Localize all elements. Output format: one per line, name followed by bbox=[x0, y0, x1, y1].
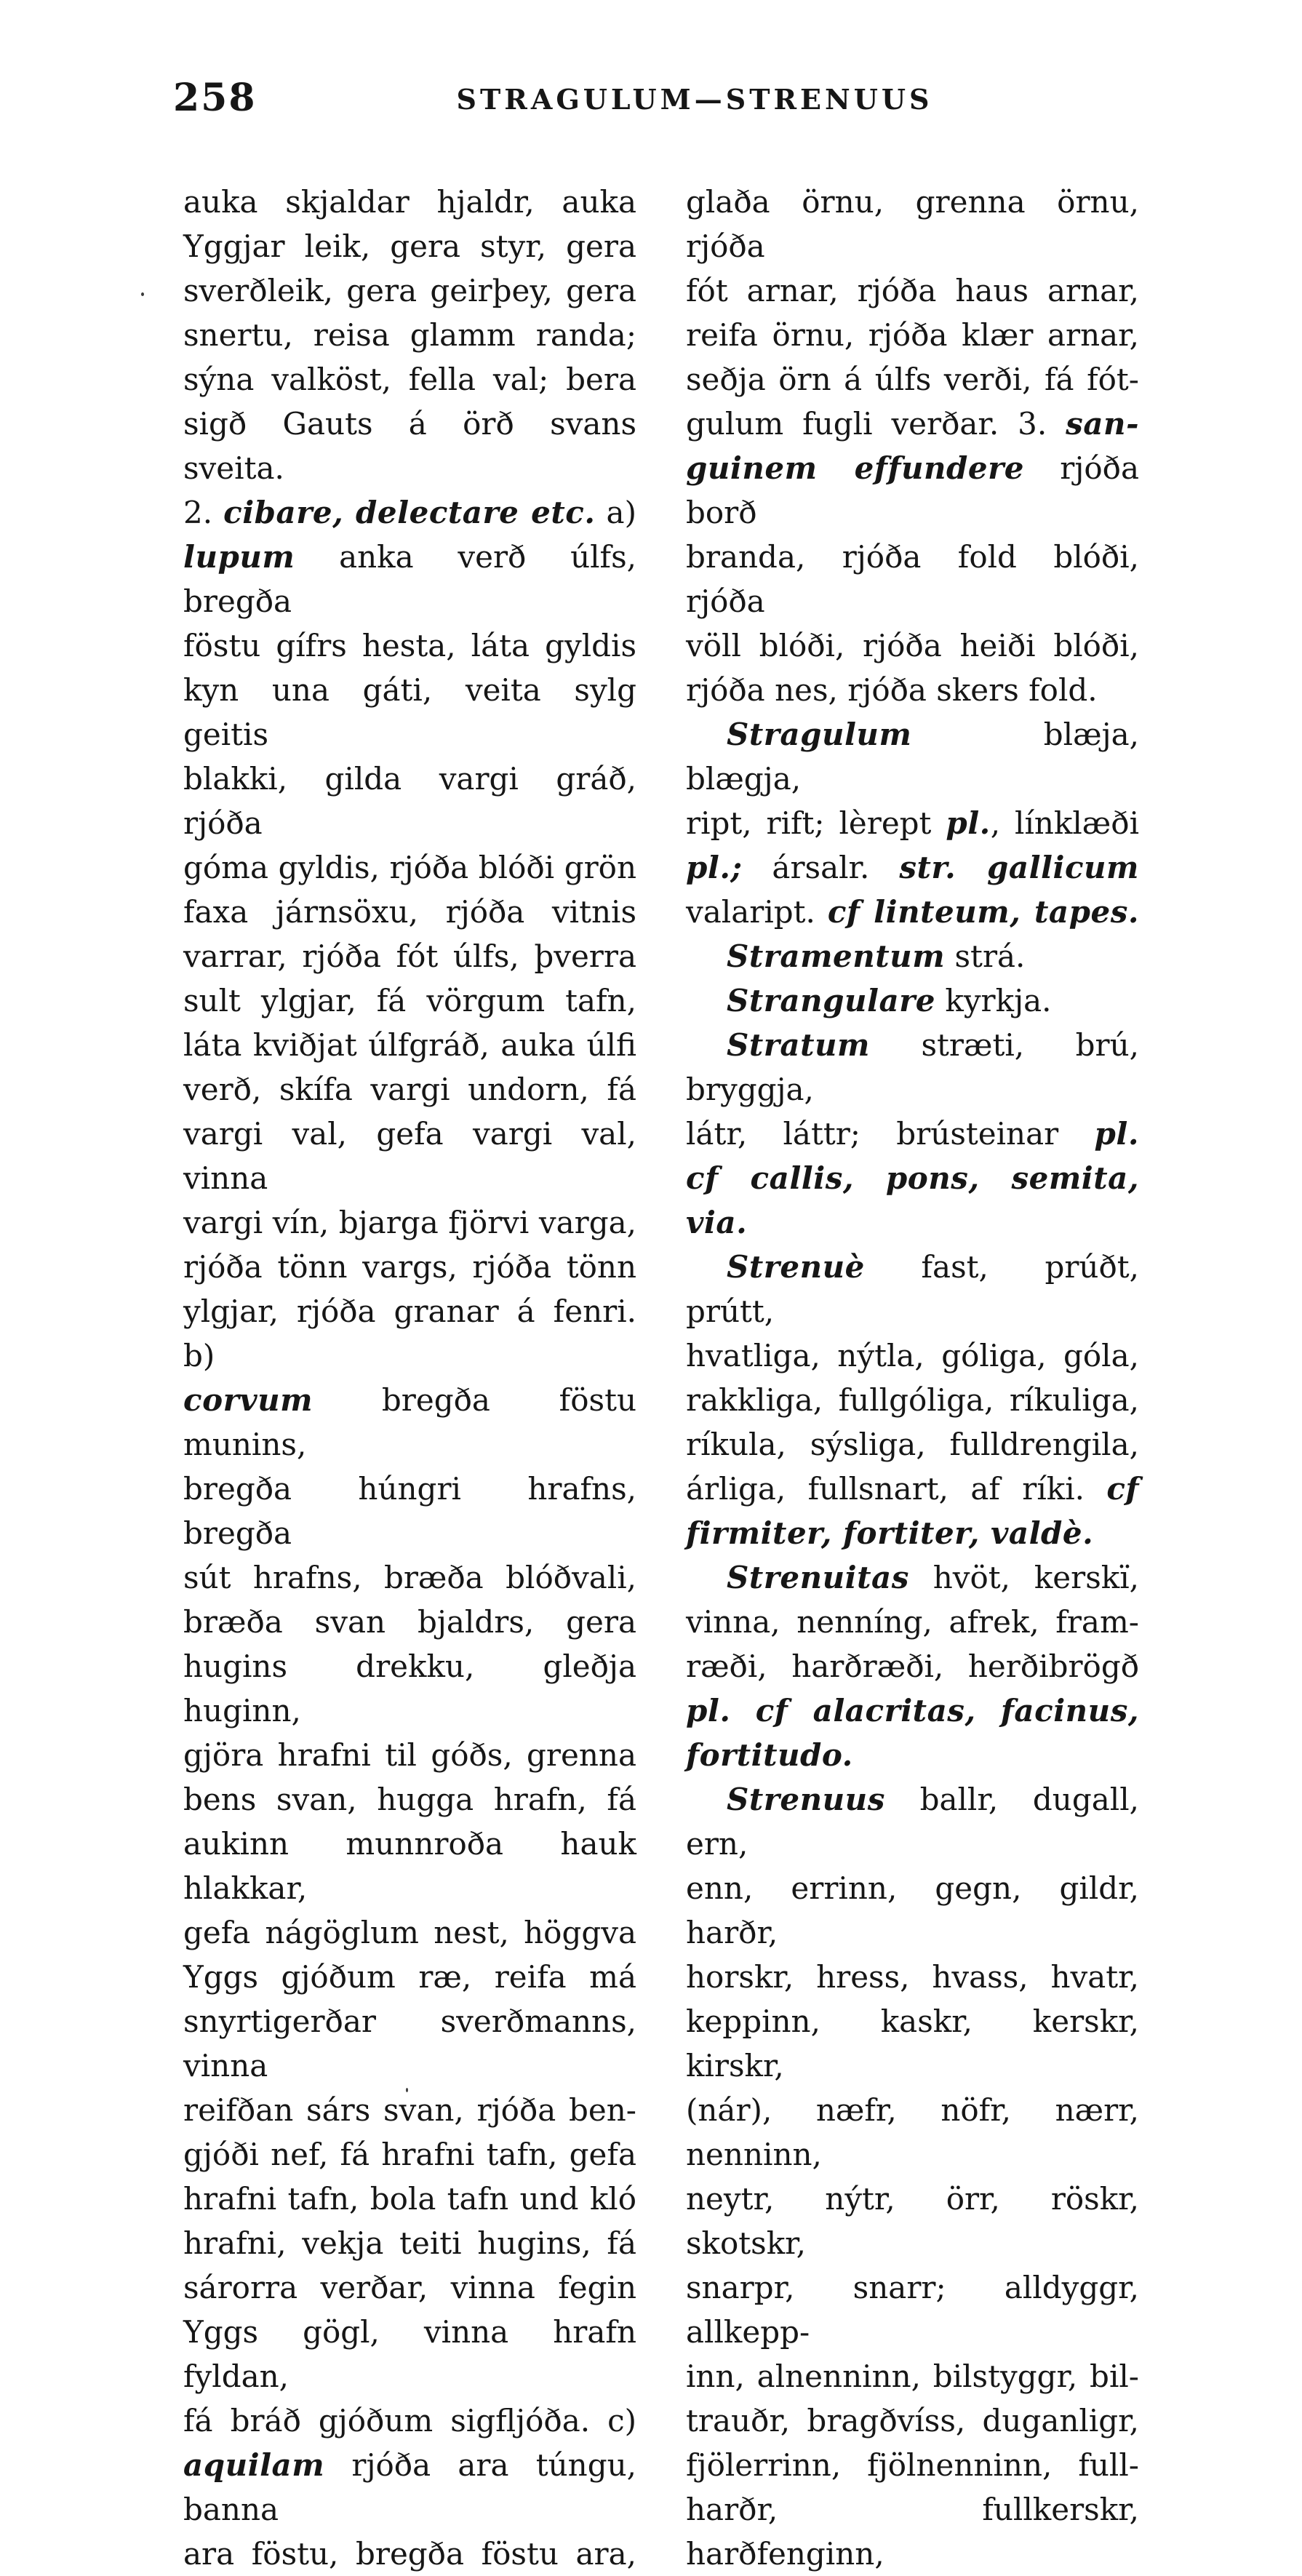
left-column bbox=[183, 180, 636, 2576]
text-line: vargi val, gefa vargi val, vinna bbox=[183, 1116, 636, 1196]
text-line: fót arnar, rjóða haus arnar, bbox=[686, 273, 1139, 308]
text-line: sverðleik, gera geirþey, gera bbox=[183, 273, 636, 308]
latin-term: Stratum bbox=[727, 1027, 870, 1063]
text-line: Yggs gjóðum ræ, reifa má bbox=[183, 1959, 636, 1995]
text-line: ript, rift; lèrept pl., línklæði bbox=[686, 805, 1139, 841]
text-line: vargi vín, bjarga fjörvi varga, bbox=[183, 1205, 636, 1240]
text-line: harðr, fullkerskr, harðfenginn, bbox=[686, 2492, 1139, 2572]
text-columns bbox=[183, 180, 1139, 2576]
text-line: rjóða nes, rjóða skers fold. bbox=[686, 672, 1098, 708]
text-line: valaript. cf linteum, tapes. bbox=[686, 894, 1140, 930]
text-line: bræða svan bjaldrs, gera bbox=[183, 1604, 636, 1640]
text-line: völl blóði, rjóða heiði blóði, bbox=[686, 628, 1139, 663]
latin-term: aquilam bbox=[183, 2447, 325, 2483]
text-line: snertu, reisa glamm randa; bbox=[183, 317, 636, 353]
text-line: sigð Gauts á örð svans sveita. bbox=[183, 406, 636, 486]
latin-term: lupum bbox=[183, 539, 295, 575]
text-line: 2. cibare, delectare etc. a) bbox=[183, 495, 636, 530]
latin-term: Stramentum bbox=[727, 938, 946, 974]
text-line: enn, errinn, gegn, gildr, harðr, bbox=[686, 1870, 1139, 1950]
latin-term: via. bbox=[686, 1205, 748, 1240]
text-line: snyrtigerðar sverðmanns, vinna bbox=[183, 2003, 636, 2083]
text-line: hrafni, vekja teiti hugins, fá bbox=[183, 2225, 636, 2261]
text-line: sút hrafns, bræða blóðvali, bbox=[183, 1560, 636, 1595]
text-line bbox=[686, 1733, 1139, 1777]
text-line: gjóði nef, fá hrafni tafn, gefa bbox=[183, 2137, 636, 2172]
text-line: föstu gífrs hesta, láta gyldis bbox=[183, 628, 636, 663]
latin-term: Stragulum bbox=[727, 717, 912, 752]
latin-term: cf callis, pons, semita, bbox=[686, 1160, 1139, 1196]
text-line: kyn una gáti, veita sylg geitis bbox=[183, 672, 636, 752]
text-line: láta kviðjat úlfgráð, auka úlfi bbox=[183, 1027, 636, 1063]
text-line: rjóða tönn vargs, rjóða tönn bbox=[183, 1249, 636, 1285]
text-line bbox=[686, 1511, 1139, 1555]
text-line: ræði, harðræði, herðibrögð bbox=[686, 1648, 1139, 1684]
text-line: ara föstu, bregða föstu ara, bbox=[183, 2536, 636, 2572]
running-title: STRAGULUM—STRENUUS bbox=[456, 83, 933, 116]
text-line: aukinn munnroða hauk hlakkar, bbox=[183, 1826, 636, 1906]
latin-term: cf bbox=[1106, 1471, 1139, 1507]
text-line: blakki, gilda vargi gráð, rjóða bbox=[183, 761, 636, 841]
latin-term: guinem effundere bbox=[686, 450, 1024, 486]
latin-term: pl. bbox=[1094, 1116, 1139, 1152]
text-line: faxa járnsöxu, rjóða vitnis bbox=[183, 894, 636, 930]
text-line: látr, láttr; brústeinar pl. bbox=[686, 1116, 1139, 1152]
text-line: bregða húngri hrafns, bregða bbox=[183, 1471, 636, 1551]
right-column bbox=[686, 180, 1139, 2576]
text-line: góma gyldis, rjóða blóði grön bbox=[183, 850, 636, 885]
latin-term: pl. cf alacritas, facinus, bbox=[686, 1693, 1139, 1728]
text-line: corvum bregða föstu munins, bbox=[183, 1382, 636, 1462]
text-line: (nár), næfr, nöfr, nærr, nenninn, bbox=[686, 2092, 1139, 2172]
text-line: Strenuus ballr, dugall, ern, bbox=[686, 1782, 1139, 1862]
text-line: ylgjar, rjóða granar á fenri. b) bbox=[183, 1293, 636, 1373]
latin-term: Strenuitas bbox=[727, 1560, 909, 1595]
text-line: snarpr, snarr; alldyggr, allkepp- bbox=[686, 2270, 1139, 2350]
page-header bbox=[0, 76, 1302, 134]
text-line: bens svan, hugga hrafn, fá bbox=[183, 1782, 636, 1817]
text-line: fá bráð gjóðum sigfljóða. c) bbox=[183, 2403, 636, 2439]
latin-term: cibare, delectare etc. bbox=[223, 495, 596, 530]
text-line: aquilam rjóða ara túngu, banna bbox=[183, 2447, 636, 2527]
text-line: sárorra verðar, vinna fegin bbox=[183, 2270, 636, 2305]
latin-term: fortitudo. bbox=[686, 1737, 853, 1773]
text-line bbox=[686, 1200, 1139, 1245]
text-line: Yggjar leik, gera styr, gera bbox=[183, 228, 636, 264]
text-line: guinem effundere rjóða borð bbox=[686, 450, 1140, 530]
latin-term: Strangulare bbox=[727, 983, 936, 1018]
text-line: hrafni tafn, bola tafn und kló bbox=[183, 2181, 636, 2217]
text-line: glaða örnu, grenna örnu, rjóða bbox=[686, 184, 1139, 264]
text-line: rakkliga, fullgóliga, ríkuliga, bbox=[686, 1382, 1139, 1418]
text-line: verð, skífa vargi undorn, fá bbox=[183, 1072, 636, 1107]
text-line: Stratum stræti, brú, bryggja, bbox=[686, 1027, 1139, 1107]
text-line: reifðan sárs svan, rjóða ben- bbox=[183, 2092, 636, 2128]
latin-term: str. gallicum bbox=[899, 850, 1139, 885]
text-line: Strangulare kyrkja. bbox=[727, 983, 1052, 1018]
page-number: 258 bbox=[173, 76, 257, 120]
text-line bbox=[686, 1688, 1139, 1733]
latin-term: Strenuus bbox=[727, 1782, 885, 1817]
scan-speck bbox=[406, 2088, 408, 2092]
text-line: Stramentum strá. bbox=[727, 938, 1026, 974]
text-line: seðja örn á úlfs verði, fá fót- bbox=[686, 362, 1139, 397]
text-line: árliga, fullsnart, af ríki. cf bbox=[686, 1471, 1139, 1507]
text-line: Yggs gögl, vinna hrafn fyldan, bbox=[183, 2314, 636, 2394]
text-line: keppinn, kaskr, kerskr, kirskr, bbox=[686, 2003, 1139, 2083]
text-line: ríkula, sýsliga, fulldrengila, bbox=[686, 1427, 1139, 1462]
scan-speck bbox=[141, 292, 144, 296]
text-line: horskr, hress, hvass, hvatr, bbox=[686, 1959, 1139, 1995]
text-line: branda, rjóða fold blóði, rjóða bbox=[686, 539, 1139, 619]
text-line: Stragulum blæja, blægja, bbox=[686, 717, 1139, 797]
latin-term: pl. bbox=[946, 805, 991, 841]
text-line: varrar, rjóða fót úlfs, þverra bbox=[183, 938, 636, 974]
latin-term: Strenuè bbox=[727, 1249, 865, 1285]
text-line bbox=[686, 1156, 1139, 1200]
text-line: sult ylgjar, fá vörgum tafn, bbox=[183, 983, 636, 1018]
text-line: gefa nágöglum nest, höggva bbox=[183, 1915, 636, 1950]
text-line: fjölerrinn, fjölnenninn, full- bbox=[686, 2447, 1139, 2483]
latin-term: san- bbox=[1066, 406, 1139, 442]
text-line: sýna valköst, fella val; bera bbox=[183, 362, 636, 397]
latin-term: pl.; bbox=[686, 850, 743, 885]
text-line: inn, alnenninn, bilstyggr, bil- bbox=[686, 2358, 1139, 2394]
latin-term: firmiter, fortiter, valdè. bbox=[686, 1515, 1094, 1551]
text-line: pl.; ársalr. str. gallicum bbox=[686, 850, 1139, 885]
latin-term: corvum bbox=[183, 1382, 313, 1418]
text-line: auka skjaldar hjaldr, auka bbox=[183, 184, 636, 220]
text-line: Strenuitas hvöt, kerskï, bbox=[727, 1560, 1139, 1595]
text-line: gjöra hrafni til góðs, grenna bbox=[183, 1737, 636, 1773]
text-line: gulum fugli verðar. 3. san- bbox=[686, 406, 1139, 442]
text-line: vinna, nenníng, afrek, fram- bbox=[686, 1604, 1139, 1640]
text-line: Strenuè fast, prúðt, prútt, bbox=[686, 1249, 1139, 1329]
text-line: neytr, nýtr, örr, röskr, skotskr, bbox=[686, 2181, 1139, 2261]
text-line: lupum anka verð úlfs, bregða bbox=[183, 539, 636, 619]
text-line: hvatliga, nýtla, góliga, góla, bbox=[686, 1338, 1139, 1373]
text-line: reifa örnu, rjóða klær arnar, bbox=[686, 317, 1139, 353]
text-line: hugins drekku, gleðja huginn, bbox=[183, 1648, 636, 1728]
text-line: trauðr, bragðvíss, duganligr, bbox=[686, 2403, 1139, 2439]
latin-term: cf linteum, tapes. bbox=[827, 894, 1140, 930]
